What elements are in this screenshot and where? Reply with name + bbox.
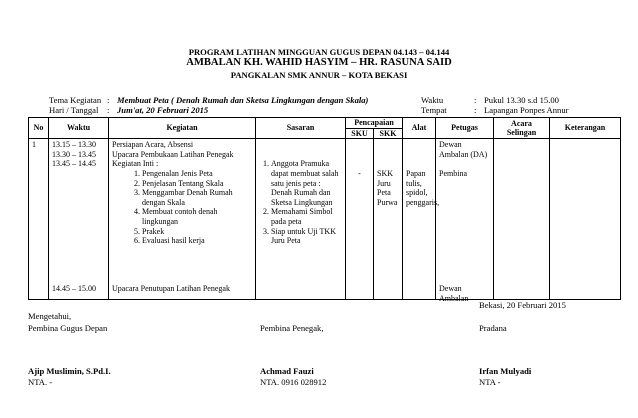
- col-keterangan: Keterangan: [550, 118, 621, 139]
- acara-label: Acara: [511, 118, 532, 128]
- petugas-dewan: Dewan Ambalan: [439, 284, 469, 303]
- waktu-3: 13.45 – 14.45: [52, 159, 96, 169]
- kegiatan-1: Persiapan Acara, Absensi: [112, 140, 194, 150]
- col-petugas: Petugas: [436, 118, 494, 139]
- hari-label: Hari / Tanggal: [49, 105, 99, 115]
- alat-value: Papan tulis, spidol, penggaris,: [406, 168, 440, 207]
- col-kegiatan: Kegiatan: [109, 118, 256, 139]
- col-acara-selingan: [494, 118, 550, 139]
- col-sasaran: Sasaran: [256, 118, 346, 139]
- list-item: 2. Memahami Simbol pada peta: [271, 207, 342, 226]
- cell-sku: [346, 139, 374, 300]
- signing-date: Bekasi, 20 Februari 2015: [479, 300, 566, 310]
- list-item: 3. Siap untuk Uji TKK Juru Peta: [271, 227, 342, 246]
- tempat-value: Lapangan Ponpes Annur: [484, 105, 569, 115]
- tempat-label: Tempat: [421, 105, 447, 115]
- list-item: 6. Evaluasi hasil kerja: [142, 236, 252, 246]
- waktu-1: 13.15 – 13.30: [52, 140, 96, 150]
- cell-kegiatan: [109, 139, 256, 300]
- selingan-label: Selingan: [506, 128, 537, 138]
- waktu-label: Waktu: [421, 95, 444, 105]
- kegiatan-3: Kegiatan Inti :: [112, 159, 159, 169]
- kegiatan-2: Upacara Pembukaan Latihan Penegak: [112, 149, 234, 159]
- mengetahui-text: Mengetahui,: [28, 311, 72, 321]
- cell-petugas: [436, 139, 494, 303]
- waktu-4: 14.45 – 15.00: [52, 284, 96, 294]
- pembina-gudep-name: Ajip Muslimin, S.Pd.I.: [28, 366, 111, 376]
- pembina-penegak-nta: NTA. 0916 028912: [260, 377, 327, 387]
- waktu-2: 13.30 – 13.45: [52, 149, 96, 159]
- tema-label: Tema Kegiatan: [49, 95, 102, 105]
- list-item: 4. Membuat contoh denah lingkungan: [142, 207, 252, 226]
- waktu-sep: :: [474, 95, 477, 105]
- hari-sep: :: [107, 105, 110, 115]
- petugas-pembina: Pembina: [439, 168, 467, 178]
- col-pencapaian: Pencapaian: [346, 118, 403, 129]
- tema-sep: :: [107, 95, 110, 105]
- pembina-gudep-role: Pembina Gugus Depan: [28, 323, 108, 333]
- col-waktu: Waktu: [49, 118, 109, 139]
- list-item: 1. Anggota Pramuka dapat membuat salah satu jenis peta : Denah Rumah dan Sketsa Lingkungan: [271, 159, 342, 207]
- waktu-value: Pukul 13.30 s.d 15.00: [484, 95, 559, 105]
- pembina-penegak-role: Pembina Penegak,: [260, 323, 324, 333]
- petugas-da: Dewan Ambalan (DA): [439, 140, 488, 159]
- hari-value: Jum'at, 20 Februari 2015: [117, 105, 209, 115]
- ambalan-title: AMBALAN KH. WAHID HASYIM – HR. RASUNA SAID: [186, 57, 452, 68]
- col-alat: Alat: [403, 118, 436, 139]
- list-item: 2. Penjelasan Tentang Skala: [142, 179, 252, 189]
- cell-no: 1: [29, 139, 49, 300]
- pembina-penegak-name: Achmad Fauzi: [260, 366, 314, 376]
- pradana-role: Pradana: [479, 323, 507, 333]
- col-sku: SKU: [346, 128, 374, 139]
- cell-acara-selingan: [494, 139, 550, 300]
- cell-alat: [403, 139, 440, 300]
- sasaran-list: [259, 159, 342, 245]
- pradana-name: Irfan Mulyadi: [479, 366, 532, 376]
- col-skk: SKK: [374, 128, 403, 139]
- tempat-sep: :: [474, 105, 477, 115]
- skk-value: SKK Juru Peta Purwa: [377, 168, 398, 207]
- list-item: 5. Prakek: [142, 227, 252, 237]
- pradana-nta: NTA -: [479, 377, 501, 387]
- tema-value: Membuat Peta ( Denah Rumah dan Sketsa Lingkungan dengan Skala): [117, 95, 369, 105]
- pembina-gudep-nta: NTA. -: [28, 377, 53, 387]
- schedule-table: [28, 117, 621, 303]
- kegiatan-penutupan: Upacara Penutupan Latihan Penegak: [112, 284, 230, 294]
- program-title: PROGRAM LATIHAN MINGGUAN GUGUS DEPAN 04.143 – 04.144: [188, 47, 450, 57]
- sku-value: -: [358, 168, 361, 178]
- table-row: [29, 139, 621, 300]
- cell-waktu: [49, 139, 109, 300]
- cell-sasaran: [256, 139, 346, 300]
- col-no: No: [29, 118, 49, 139]
- list-item: 1. Pengenalan Jenis Peta: [142, 169, 252, 179]
- pangkalan-title: PANGKALAN SMK ANNUR – KOTA BEKASI: [230, 70, 408, 80]
- cell-keterangan: [550, 139, 621, 300]
- cell-skk: [374, 139, 403, 300]
- list-item: 3. Menggambar Denah Rumah dengan Skala: [142, 188, 252, 207]
- kegiatan-inti-list: [112, 169, 252, 246]
